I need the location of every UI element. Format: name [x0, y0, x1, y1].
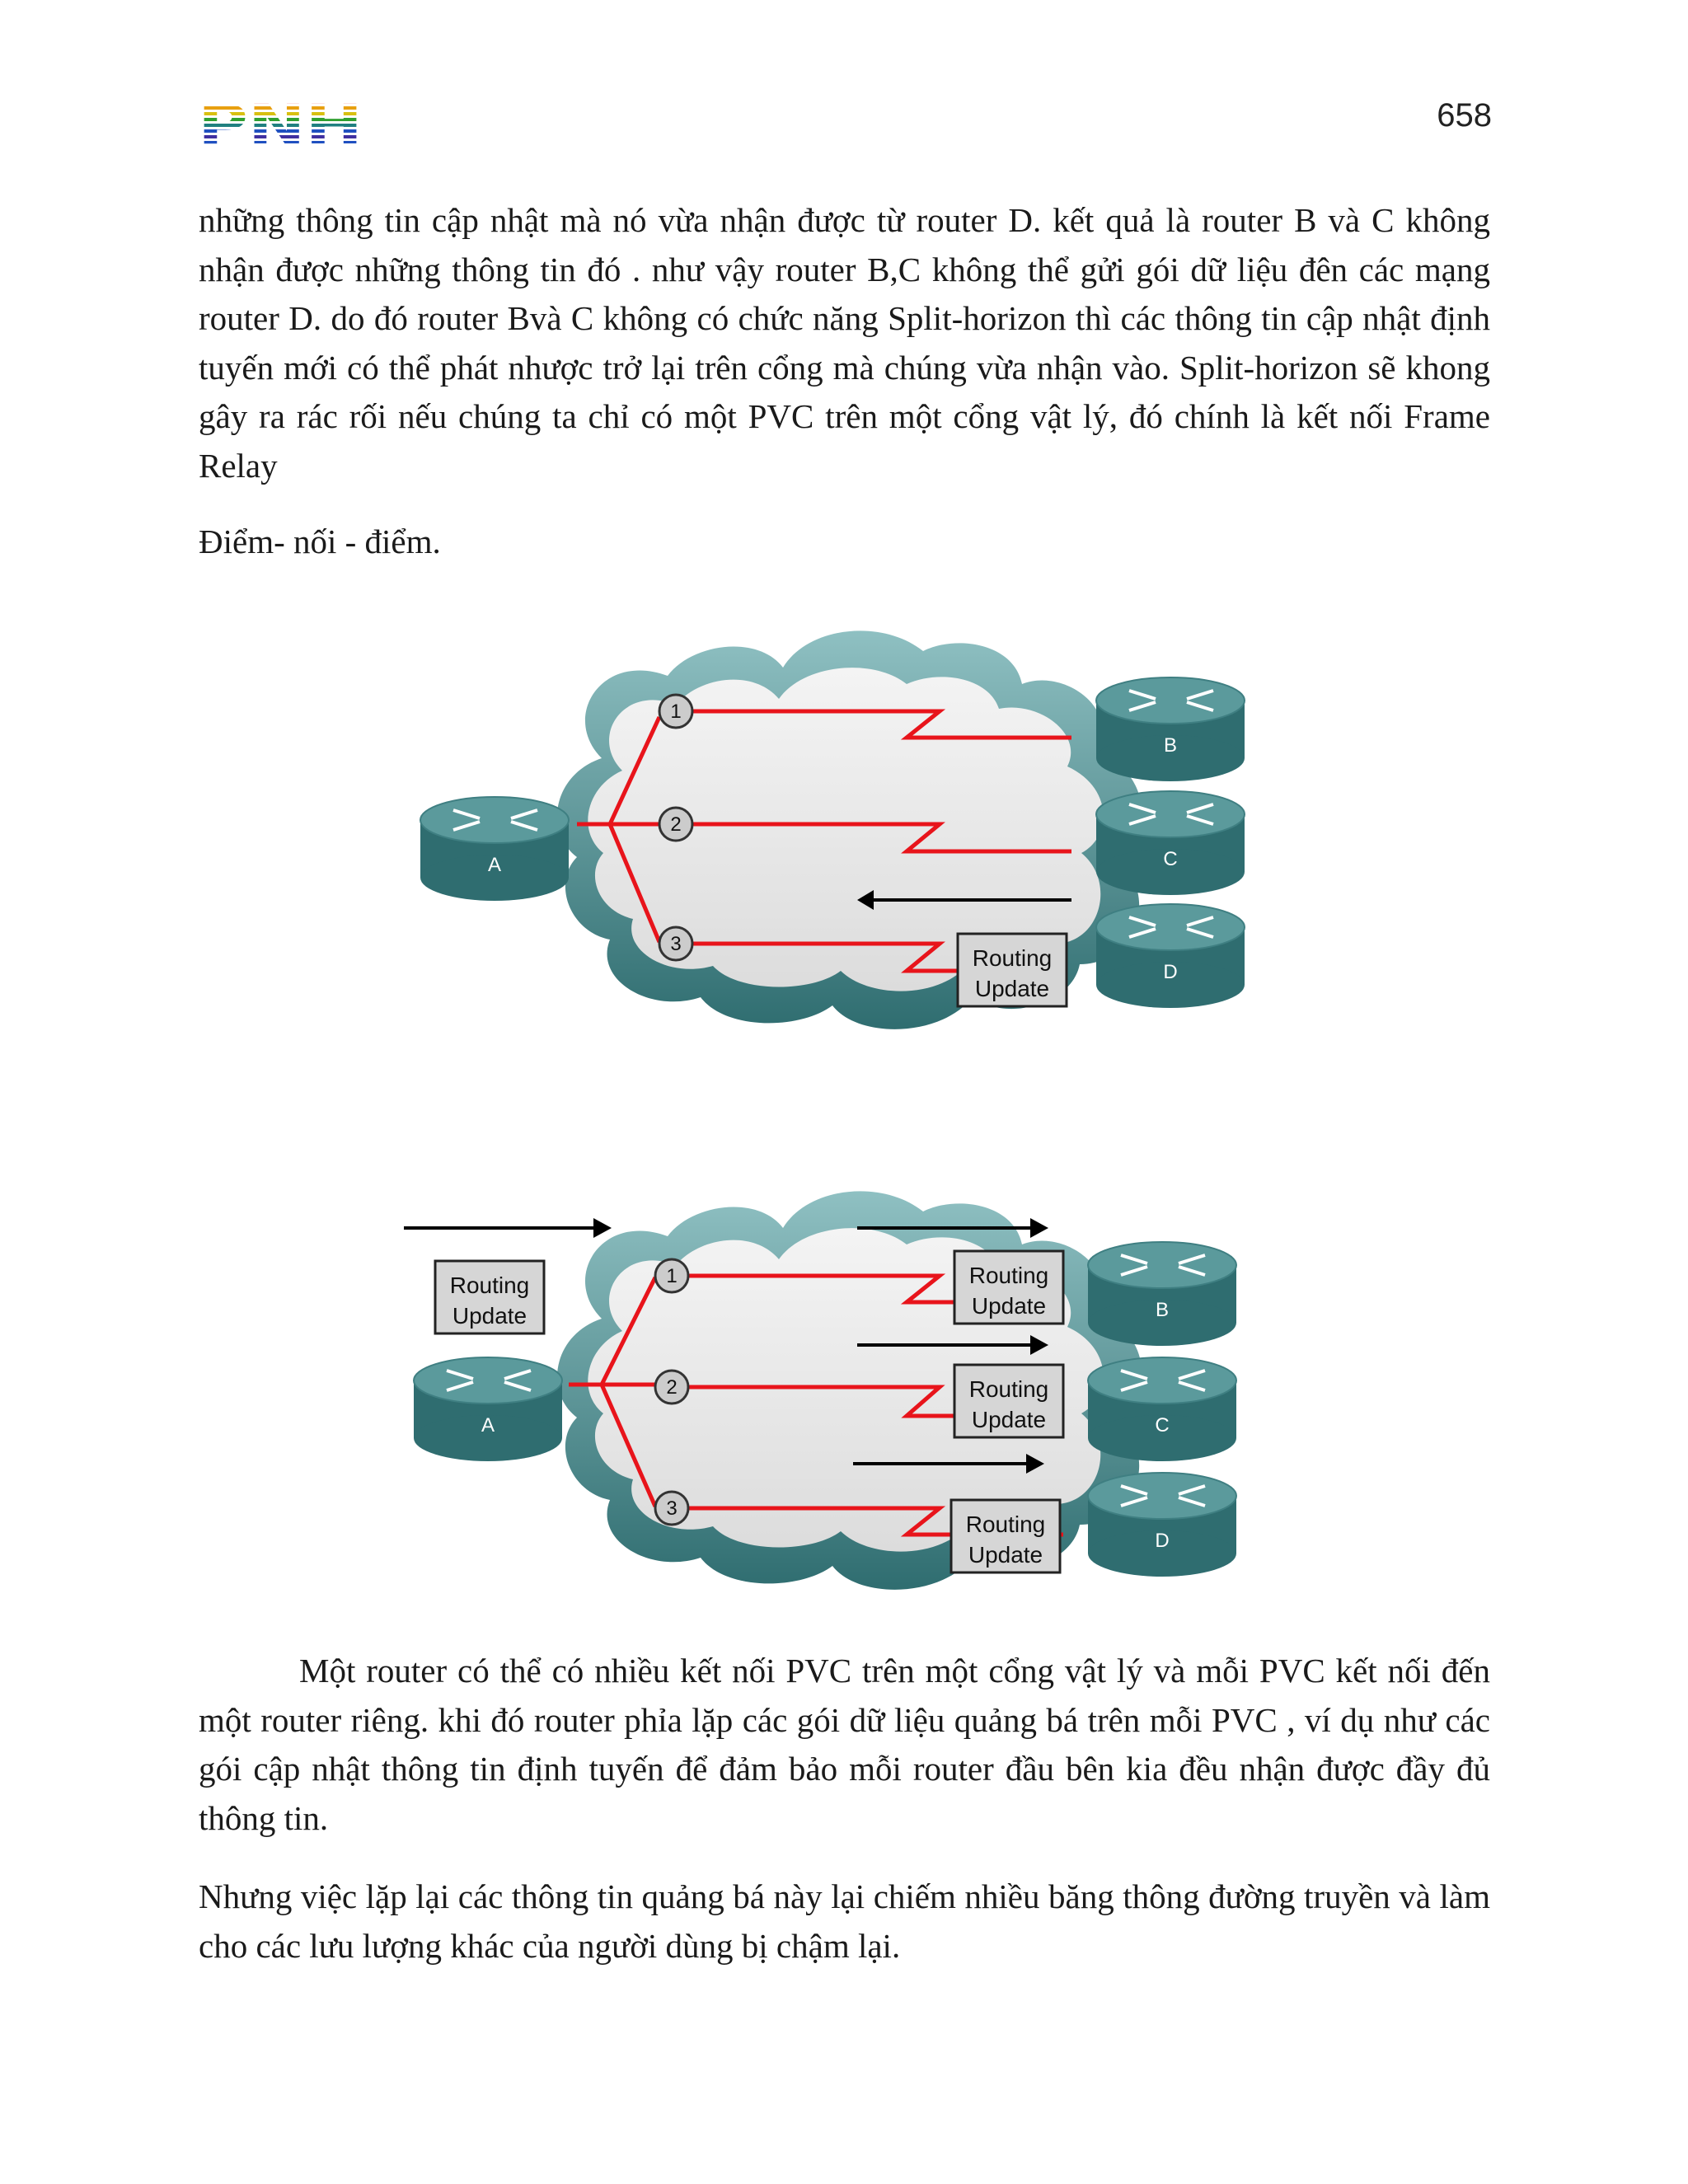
svg-text:Update: Update — [971, 1293, 1047, 1319]
svg-text:Routing: Routing — [965, 1511, 1046, 1537]
pvc-number-3: 3 — [666, 1497, 678, 1520]
svg-text:Update: Update — [452, 1303, 528, 1329]
paragraph-multiple-pvc: Một router có thể có nhiều kết nối PVC trên một cổng vật lý và mỗi PVC kết nối đến một router riêng. khi đó router phỉa lặp các gói dữ liệu quảng bá trên mỗi PVC , ví dụ như các gói cập nhật thông tin định tuyến để đảm bảo mỗi router đầu bên kia đều nhận được đầy đủ thông tin. — [199, 1652, 1490, 1837]
router-d-label: D — [1155, 1530, 1170, 1552]
svg-text:Update: Update — [968, 1542, 1043, 1568]
router-d — [1096, 904, 1245, 1008]
paragraph-point-to-point: Điểm- nối - điểm. — [199, 523, 441, 560]
figure-broadcast-replication-diagram — [396, 1179, 1269, 1624]
router-b — [1096, 677, 1245, 781]
routing-update-box — [958, 934, 1067, 1006]
paragraph-bandwidth: Nhưng việc lặp lại các thông tin quảng bá này lại chiếm nhiều băng thông đường truyền và làm cho các lưu lượng khác của người dùng bị chậm lại. — [199, 1877, 1490, 1965]
pvc-circle-2 — [655, 1371, 688, 1404]
router-a-label: A — [487, 854, 502, 876]
pvc-number-3: 3 — [670, 933, 682, 955]
pvc-number-2: 2 — [670, 813, 682, 836]
router-d — [1088, 1473, 1236, 1577]
pvc-circle-2 — [659, 808, 692, 841]
pvc-number-1: 1 — [666, 1265, 678, 1287]
pvc-number-1: 1 — [670, 701, 682, 723]
incoming-update-arrow — [404, 1218, 612, 1238]
router-a — [414, 1357, 562, 1461]
pvc-circle-1 — [655, 1259, 688, 1292]
svg-text:Update: Update — [971, 1407, 1047, 1432]
svg-text:Routing: Routing — [968, 1376, 1049, 1402]
router-d-label: D — [1163, 961, 1178, 983]
figure-split-horizon-diagram — [412, 618, 1269, 1063]
router-b-label: B — [1155, 1299, 1170, 1321]
pvc-circle-3 — [659, 927, 692, 960]
svg-text:Routing: Routing — [449, 1272, 530, 1298]
pvc-circle-1 — [659, 695, 692, 728]
router-c-label: C — [1155, 1414, 1170, 1436]
routing-update-box-c — [954, 1365, 1063, 1437]
page-number: 658 — [1437, 97, 1492, 134]
routing-update-box-incoming — [435, 1261, 544, 1333]
routing-update-line1: Routing — [972, 945, 1053, 971]
router-c-label: C — [1163, 848, 1178, 870]
routing-update-box-d — [951, 1500, 1060, 1572]
routing-update-line2: Update — [974, 976, 1050, 1001]
pvc-circle-3 — [655, 1492, 688, 1525]
router-b — [1088, 1242, 1236, 1346]
routing-update-box-b — [954, 1251, 1063, 1324]
router-a-label: A — [481, 1414, 495, 1436]
pnh-logo — [198, 101, 363, 147]
paragraph-split-horizon: những thông tin cập nhật mà nó vừa nhận được từ router D. kết quả là router B và C không nhận được những thông tin đó . như vậy router B,C không thể gửi gói dữ liệu đên các mạng router D. do đó router Bvà C không có chức năng Split-horizon thì các thông tin cập nhật định tuyến mới có thể phát nhược trở lại trên cổng mà chúng vừa nhận vào. Split-horizon sẽ khong gây ra rác rối nếu chúng ta chỉ có một PVC trên một cổng vật lý, đó chính là kết nối Frame Relay — [199, 201, 1490, 485]
pvc-number-2: 2 — [666, 1376, 678, 1399]
router-c — [1096, 791, 1245, 895]
svg-text:Routing: Routing — [968, 1263, 1049, 1288]
router-b-label: B — [1163, 734, 1178, 757]
router-c — [1088, 1357, 1236, 1461]
router-a — [420, 797, 569, 901]
